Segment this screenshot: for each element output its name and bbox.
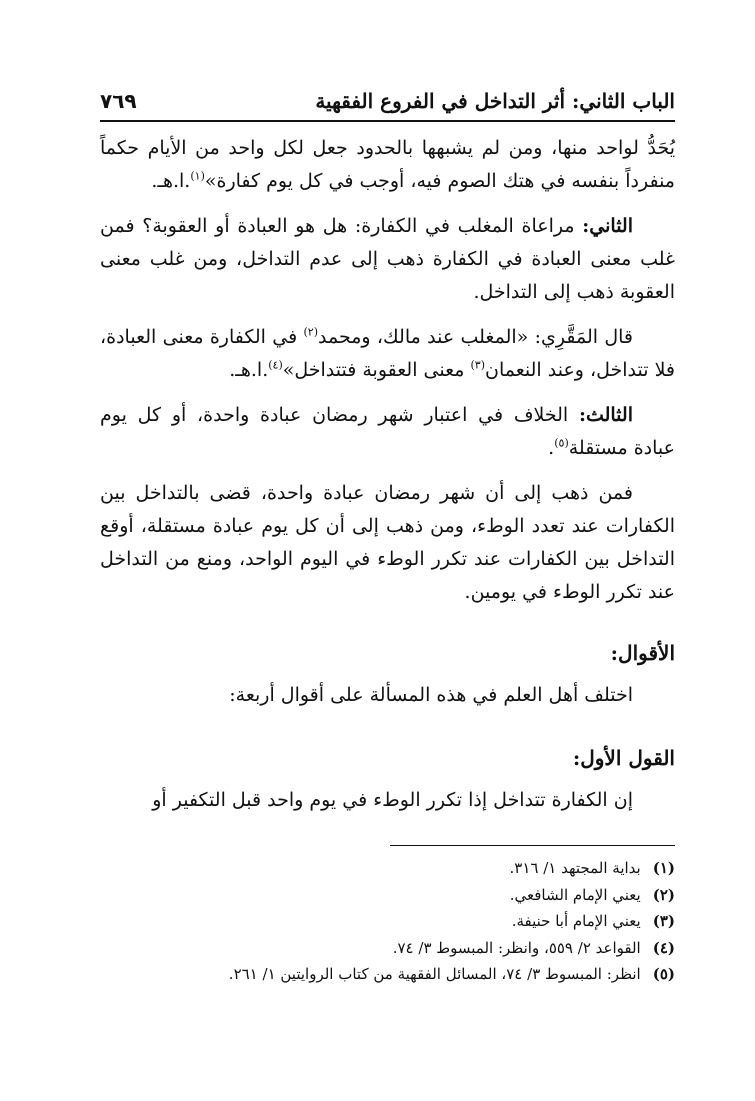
page xyxy=(100,78,675,817)
chapter-title: الباب الثاني: أثر التداخل في الفروع الفقهية xyxy=(315,89,675,113)
footnote-item xyxy=(115,935,675,962)
footnote-text: بداية المجتهد ١/ ٣١٦. xyxy=(509,859,641,877)
paragraph-5 xyxy=(100,477,675,609)
footnote-ref-1: (١) xyxy=(190,169,205,183)
paragraph-4 xyxy=(100,399,675,465)
footnote-number: (١) xyxy=(652,859,675,877)
paragraph-3-end: .ا.هـ. xyxy=(229,359,269,381)
footnote-text: يعني الإمام أبا حنيفة. xyxy=(511,912,641,930)
footnote-text: يعني الإمام الشافعي. xyxy=(509,885,641,904)
section-heading-opinions: الأقوال: xyxy=(610,641,675,665)
paragraph-1 xyxy=(100,132,675,198)
paragraph-1-text: يُحَدُّ لواحد منها، ومن لم يشبهها بالحدود جعل لكل واحد من الأيام حكماً منفرداً بنفسه في هتك الصوم فيه، أوجب في كل يوم كفارة» xyxy=(100,137,675,192)
footnote-text: القواعد ٢/ ٥٥٩، وانظر: المبسوط ٣/ ٧٤. xyxy=(392,938,641,957)
paragraph-3-text-c: معنى العقوبة فتتداخل» xyxy=(282,359,471,381)
footnote-number: (٤) xyxy=(652,938,675,957)
paragraph-1-end: .ا.هـ. xyxy=(151,170,191,192)
paragraph-3-text-a: قال المَقَّرِي: «المغلب عند مالك، ومحمد xyxy=(318,326,633,348)
footnote-item xyxy=(115,908,675,935)
footnote-ref-3: (٣) xyxy=(470,358,485,372)
point-label-second: الثاني: xyxy=(582,215,633,237)
page-number: ٧٦٩ xyxy=(100,89,137,113)
footnote-item xyxy=(115,882,675,909)
running-header xyxy=(100,78,675,116)
paragraph-7 xyxy=(100,784,675,817)
paragraph-7-text: إن الكفارة تتداخل إذا تكرر الوطء في يوم واحد قبل التكفير أو xyxy=(152,789,633,811)
paragraph-5-text: فمن ذهب إلى أن شهر رمضان عبادة واحدة، قضى بالتداخل بين الكفارات عند تعدد الوطء، ومن ذهب إلى أن كل يوم عبادة مستقلة، أوقع التداخل بين الكفارات عند تكرر الوطء في اليوم الواحد، ومنع من التداخل عند تكرر الوطء في يومين. xyxy=(100,482,675,603)
section-heading-first-opinion: القول الأول: xyxy=(572,746,675,770)
footnote-text: انظر: المبسوط ٣/ ٧٤، المسائل الفقهية من كتاب الروايتين ١/ ٢٦١. xyxy=(228,965,641,983)
point-label-third: الثالث: xyxy=(578,404,633,426)
footnote-number: (٢) xyxy=(652,885,675,904)
paragraph-6-text: اختلف أهل العلم في هذه المسألة على أقوال أربعة: xyxy=(229,684,633,706)
paragraph-4-end: . xyxy=(548,437,555,459)
footnote-ref-5: (٥) xyxy=(554,436,569,450)
paragraph-2 xyxy=(100,210,675,309)
footnote-number: (٥) xyxy=(652,965,675,983)
paragraph-3 xyxy=(100,321,675,387)
paragraph-2-text: مراعاة المغلب في الكفارة: هل هو العبادة أو العقوبة؟ فمن غلب معنى العبادة في الكفارة ذهب إلى عدم التداخل، ومن غلب معنى العقوبة ذهب إلى التداخل. xyxy=(100,215,675,303)
footnote-ref-4: (٤) xyxy=(268,358,283,372)
footnote-item xyxy=(115,855,675,882)
paragraph-6 xyxy=(100,679,675,712)
footnote-separator xyxy=(390,845,675,846)
paragraph-4-text: الخلاف في اعتبار شهر رمضان عبادة واحدة، أو كل يوم عبادة مستقلة xyxy=(100,404,675,459)
header-rule xyxy=(100,120,675,122)
footnote-number: (٣) xyxy=(652,912,675,930)
footnote-item xyxy=(115,961,675,988)
footnote-ref-2: (٢) xyxy=(303,325,319,339)
footnotes-list xyxy=(115,855,675,988)
paragraph-3-text-b: في الكفارة معنى العبادة، فلا تتداخل، وعند النعمان xyxy=(100,326,675,381)
